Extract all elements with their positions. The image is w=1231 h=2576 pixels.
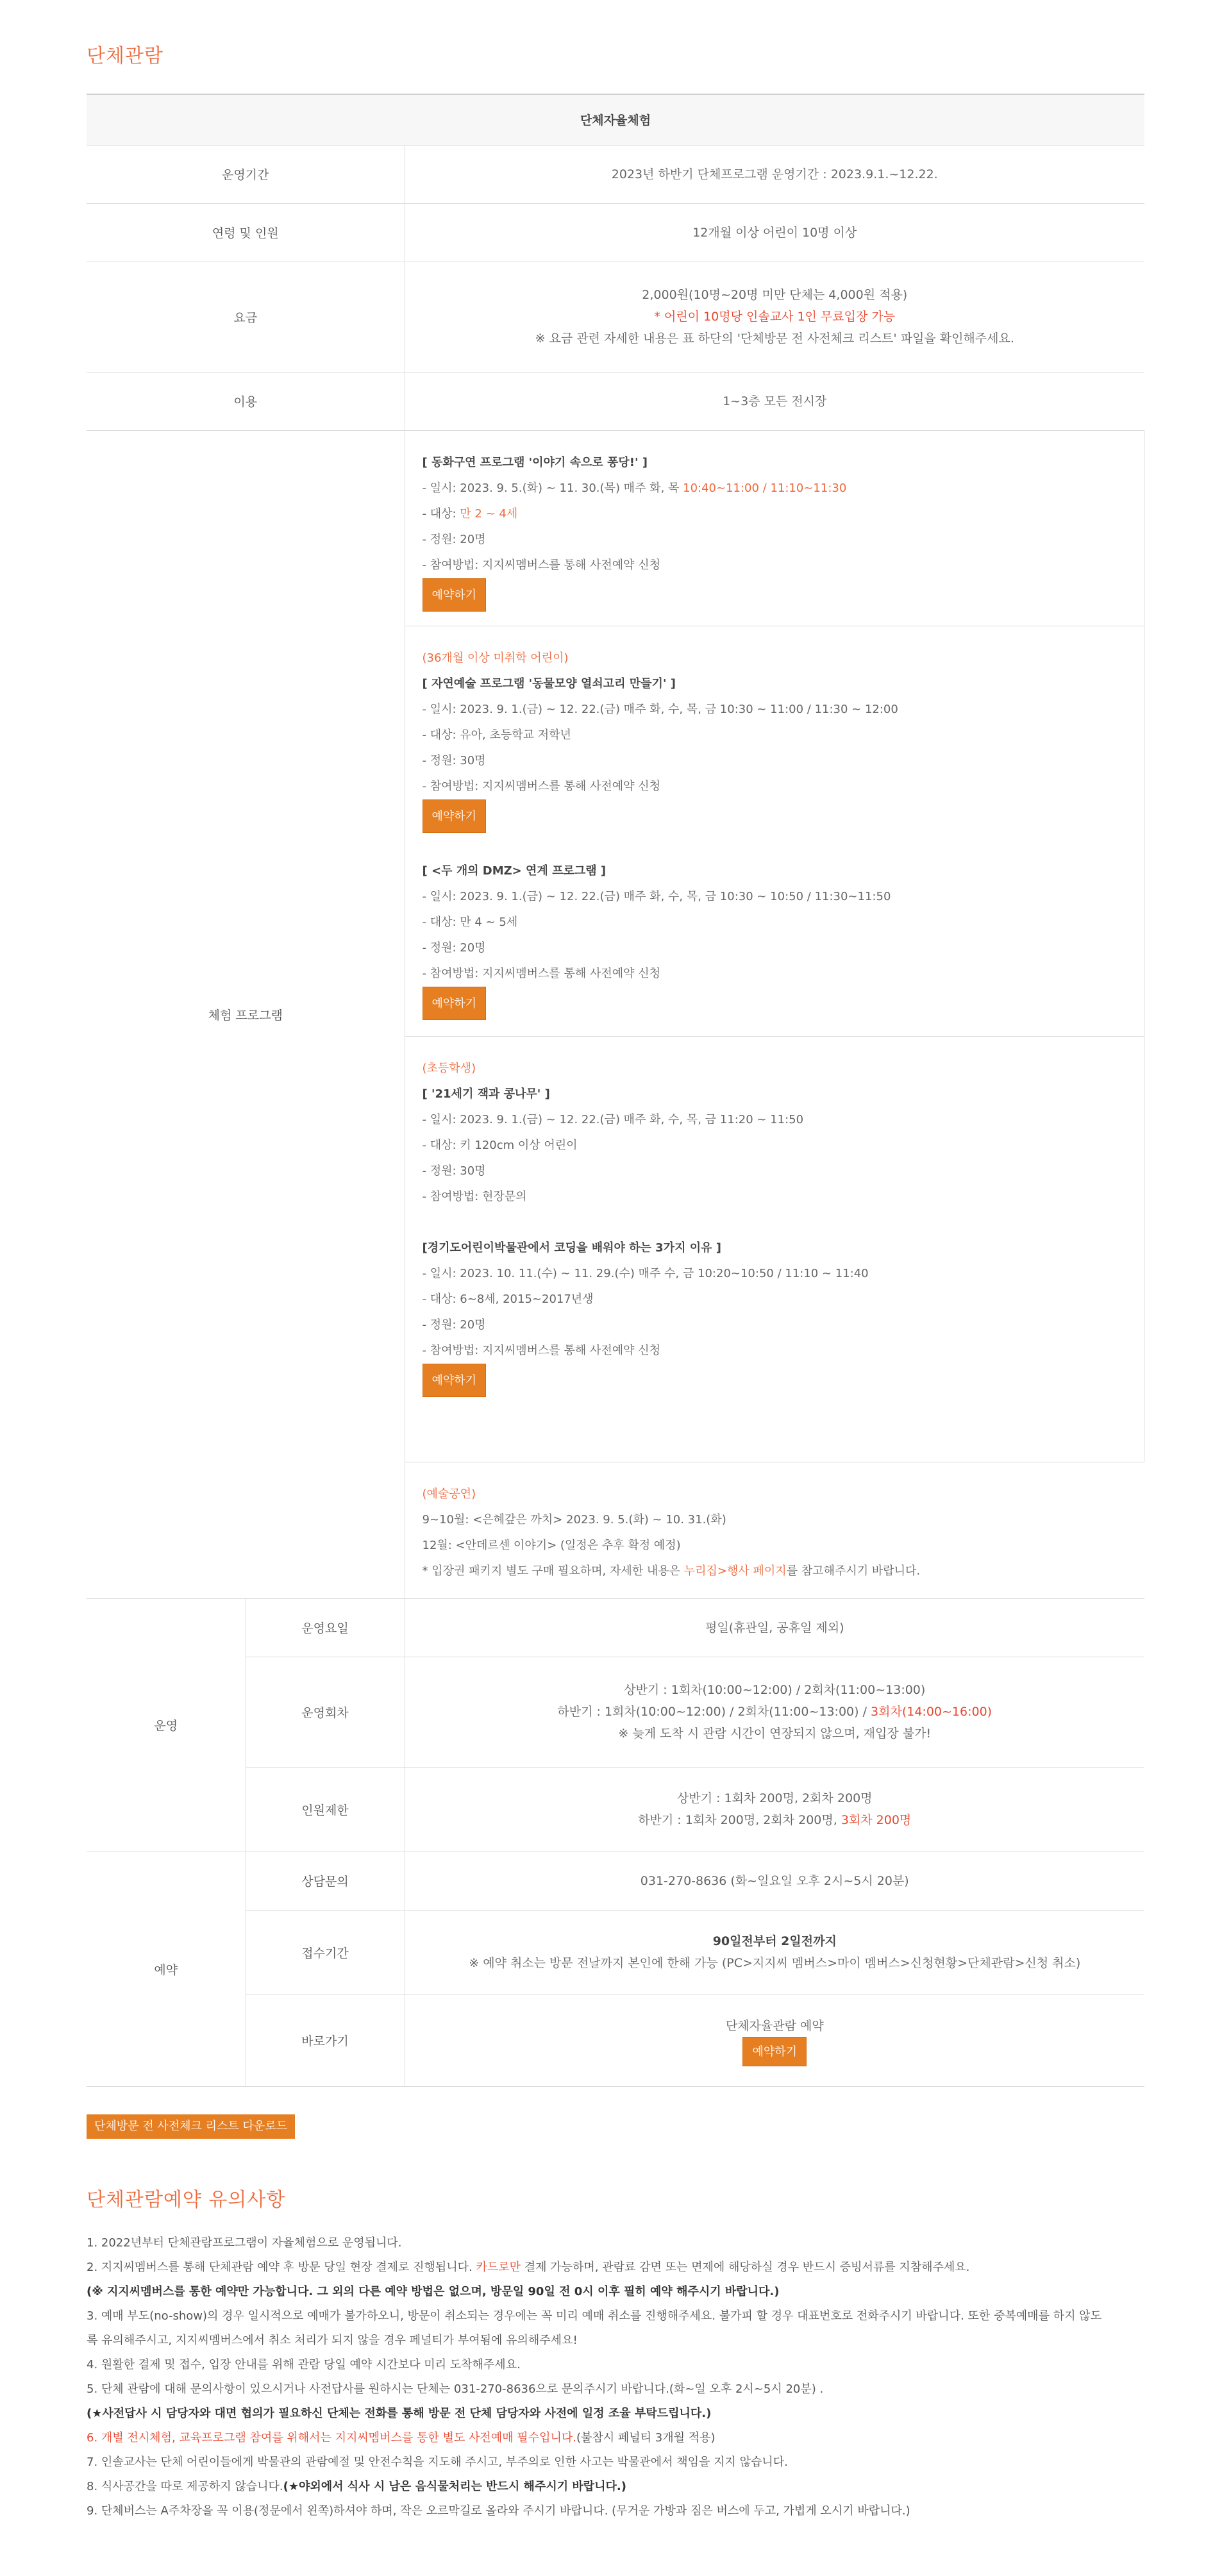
program-capacity: - 정원: 30명 (422, 1164, 486, 1178)
program-capacity: - 정원: 20명 (422, 1317, 486, 1332)
note-item: 4. 원활한 결제 및 접수, 입장 안내를 위해 관람 당일 예약 시간보다 미리 도착해주세요. (87, 2358, 521, 2371)
note-item: (★사전답사 시 담당자와 대면 협의가 필요하신 단체는 전화를 통해 방문 전 단체 담당자와 사전에 일정 조율 부탁드립니다.) (87, 2407, 712, 2420)
note-item: 8. 식사공간을 따로 제공하지 않습니다.(★야외에서 식사 시 남은 음식물처리는 반드시 해주시기 바랍니다.) (87, 2480, 626, 2493)
note-item: 3. 예매 부도(no-show)의 경우 일시적으로 예매가 불가하오니, 방문이 취소되는 경우에는 꼭 미리 예매 취소를 진행해주세요. 불가피 할 경우 대표번호로 전화주시기 바랍니다. 또한 중복예매를 하지 않도 (87, 2309, 1101, 2323)
program-label: 체험 프로그램 (87, 430, 405, 1598)
note-item: (※ 지지씨멤버스를 통한 예약만 가능합니다. 그 외의 다른 예약 방법은 없으며, 방문일 90일 전 0시 이후 필히 예약 해주시기 바랍니다.) (87, 2285, 780, 2298)
note-item: 2. 지지씨멤버스를 통해 단체관람 예약 후 방문 당일 현장 결제로 진행됩니다. 카드로만 결제 가능하며, 관람료 감면 또는 면제에 해당하실 경우 반드시 증빙서류를 지참해주세요. (87, 2261, 970, 2274)
operation-label: 운영 (87, 1598, 246, 1852)
performance-line: 9~10월: <은혜갚은 까치> 2023. 9. 5.(화) ~ 10. 31.(화) (422, 1512, 726, 1526)
reception-period-value: 90일전부터 2일전까지 ※ 예약 취소는 방문 전날까지 본인에 한해 가능 (PC>지지씨 멤버스>마이 멤버스>신청현황>단체관람>신청 취소) (405, 1910, 1144, 1995)
shortcut-label: 바로가기 (246, 1995, 405, 2086)
reserve-button[interactable]: 예약하기 (423, 799, 487, 833)
operation-days-value: 평일(휴관일, 공휴일 제외) (405, 1598, 1144, 1657)
group-visit-table (87, 94, 1144, 2087)
operation-days-label: 운영요일 (246, 1598, 405, 1657)
program-target: - 대상: 6~8세, 2015~2017년생 (422, 1292, 594, 1306)
program-storytelling (405, 431, 1145, 626)
program-target: - 대상: 만 4 ~ 5세 (422, 915, 518, 929)
performance-note: * 입장권 패키지 별도 구매 필요하며, 자세한 내용은 누리집>행사 페이지를 참고해주시기 바랍니다. (422, 1564, 921, 1578)
reservation-label: 예약 (87, 1852, 246, 2086)
program-method: - 참여방법: 지지씨멤버스를 통해 사전예약 신청 (422, 966, 661, 980)
note-item: 1. 2022년부터 단체관람프로그램이 자율체험으로 운영됩니다. (87, 2236, 402, 2250)
program-date: - 일시: 2023. 9. 1.(금) ~ 12. 22.(금) 매주 화, 수, 목, 금 11:20 ~ 11:50 (422, 1112, 804, 1126)
note-item: 7. 인솔교사는 단체 어린이들에게 박물관의 관람예절 및 안전수칙을 지도해 주시고, 부주의로 인한 사고는 박물관에서 책임을 지지 않습니다. (87, 2455, 788, 2469)
program-title: [경기도어린이박물관에서 코딩을 배워야 하는 3가지 이유 ] (422, 1241, 721, 1255)
notes-list (87, 2231, 1144, 2523)
program-date: - 일시: 2023. 9. 1.(금) ~ 12. 22.(금) 매주 화, 수, 목, 금 10:30 ~ 10:50 / 11:30~11:50 (422, 889, 891, 903)
contact-label: 상담문의 (246, 1852, 405, 1910)
program-elementary (405, 1037, 1145, 1462)
program-method: - 참여방법: 지지씨멤버스를 통해 사전예약 신청 (422, 779, 661, 793)
program-date: - 일시: 2023. 9. 5.(화) ~ 11. 30.(목) 매주 화, 목 10:40~11:00 / 11:10~11:30 (422, 481, 847, 495)
age-label: 연령 및 인원 (87, 203, 405, 262)
program-title: [ 자연예술 프로그램 '동물모양 열쇠고리 만들기' ] (422, 676, 676, 690)
program-title: [ 동화구연 프로그램 '이야기 속으로 퐁당!' ] (422, 455, 648, 469)
program-date: - 일시: 2023. 9. 1.(금) ~ 12. 22.(금) 매주 화, 수, 목, 금 10:30 ~ 11:00 / 11:30 ~ 12:00 (422, 702, 898, 716)
reserve-button[interactable]: 예약하기 (423, 1364, 487, 1397)
table-header: 단체자율체험 (87, 94, 1144, 145)
operation-sessions-label: 운영회차 (246, 1657, 405, 1767)
note-item: 5. 단체 관람에 대해 문의사항이 있으시거나 사전답사를 원하시는 단체는 031-270-8636으로 문의주시기 바랍니다.(화~일 오후 2시~5시 20분) . (87, 2382, 824, 2396)
operation-sessions-value: 상반기 : 1회차(10:00~12:00) / 2회차(11:00~13:00) 하반기 : 1회차(10:00~12:00) / 2회차(11:00~13:00) / 3회차(14:00~16:00) ※ 늦게 도착 시 관람 시간이 연장되지 않으며, 재입장 불가! (405, 1657, 1144, 1767)
program-capacity: - 정원: 20명 (422, 532, 486, 546)
use-label: 이용 (87, 372, 405, 430)
checklist-download-button[interactable]: 단체방문 전 사전체크 리스트 다운로드 (87, 2114, 295, 2139)
period-value: 2023년 하반기 단체프로그램 운영기간 : 2023.9.1.~12.22. (405, 145, 1144, 203)
event-page-link[interactable]: 누리집>행사 페이지 (683, 1564, 787, 1578)
program-method: - 참여방법: 지지씨멤버스를 통해 사전예약 신청 (422, 558, 661, 572)
operation-limit-label: 인원제한 (246, 1767, 405, 1852)
period-label: 운영기간 (87, 145, 405, 203)
program-target: - 대상: 유아, 초등학교 저학년 (422, 728, 571, 742)
program-note: (36개월 이상 미취학 어린이) (422, 651, 569, 665)
contact-value: 031-270-8636 (화~일요일 오후 2시~5시 20분) (405, 1852, 1144, 1910)
program-target: - 대상: 만 2 ~ 4세 (422, 506, 518, 521)
reserve-button[interactable]: 예약하기 (423, 987, 487, 1020)
program-nature-art (405, 626, 1145, 1037)
age-value: 12개월 이상 어린이 10명 이상 (405, 203, 1144, 262)
program-target: - 대상: 키 120cm 이상 어린이 (422, 1138, 578, 1152)
program-performance (405, 1462, 1145, 1598)
operation-limit-value: 상반기 : 1회차 200명, 2회차 200명 하반기 : 1회차 200명, 2회차 200명, 3회차 200명 (405, 1767, 1144, 1852)
program-note: (초등학생) (422, 1061, 476, 1075)
note-item: 6. 개별 전시체험, 교육프로그램 참여를 위해서는 지지씨멤버스를 통한 별도 사전예매 필수입니다.(불참시 페널티 3개월 적용) (87, 2431, 716, 2445)
shortcut-text: 단체자율관람 예약 (725, 2018, 824, 2033)
reserve-button[interactable]: 예약하기 (423, 578, 487, 612)
fee-label: 요금 (87, 262, 405, 372)
fee-value (405, 262, 1144, 372)
use-value: 1~3층 모든 전시장 (405, 372, 1144, 430)
program-title: [ <두 개의 DMZ> 연계 프로그램 ] (422, 864, 607, 878)
group-reserve-button[interactable]: 예약하기 (742, 2037, 807, 2066)
program-capacity: - 정원: 30명 (422, 753, 486, 767)
program-title: [ '21세기 잭과 콩나무' ] (422, 1087, 550, 1101)
program-method: - 참여방법: 지지씨멤버스를 통해 사전예약 신청 (422, 1343, 661, 1357)
notes-title: 단체관람예약 유의사항 (87, 2189, 286, 2211)
reception-period-label: 접수기간 (246, 1910, 405, 1995)
program-date: - 일시: 2023. 10. 11.(수) ~ 11. 29.(수) 매주 수, 금 10:20~10:50 / 11:10 ~ 11:40 (422, 1266, 869, 1280)
group-visit-table-wrap (87, 94, 1144, 2087)
fee-line-teacher: * 어린이 10명당 인솔교사 1인 무료입장 가능 (654, 310, 896, 324)
fee-line-note: ※ 요금 관련 자세한 내용은 표 하단의 '단체방문 전 사전체크 리스트' 파일을 확인해주세요. (535, 331, 1014, 346)
program-capacity: - 정원: 20명 (422, 941, 486, 955)
page-title: 단체관람 (87, 45, 163, 67)
program-method: - 참여방법: 현장문의 (422, 1189, 527, 1203)
program-note: (예술공연) (422, 1487, 476, 1501)
fee-line-price: 2,000원(10명~20명 미만 단체는 4,000원 적용) (642, 288, 908, 302)
shortcut-value (405, 1995, 1144, 2086)
note-item: 록 유의해주시고, 지지씨멤버스에서 취소 처리가 되지 않을 경우 페널티가 부여됨에 유의해주세요! (87, 2334, 578, 2347)
program-cell (405, 430, 1144, 1598)
performance-line: 12월: <안데르센 이야기> (일정은 추후 확정 예정) (422, 1538, 681, 1552)
note-item: 9. 단체버스는 A주차장을 꼭 이용(정문에서 왼쪽)하셔야 하며, 작은 오르막길로 올라와 주시기 바랍니다. (무거운 가방과 짐은 버스에 두고, 가볍게 오시기 바랍니다.) (87, 2504, 910, 2518)
